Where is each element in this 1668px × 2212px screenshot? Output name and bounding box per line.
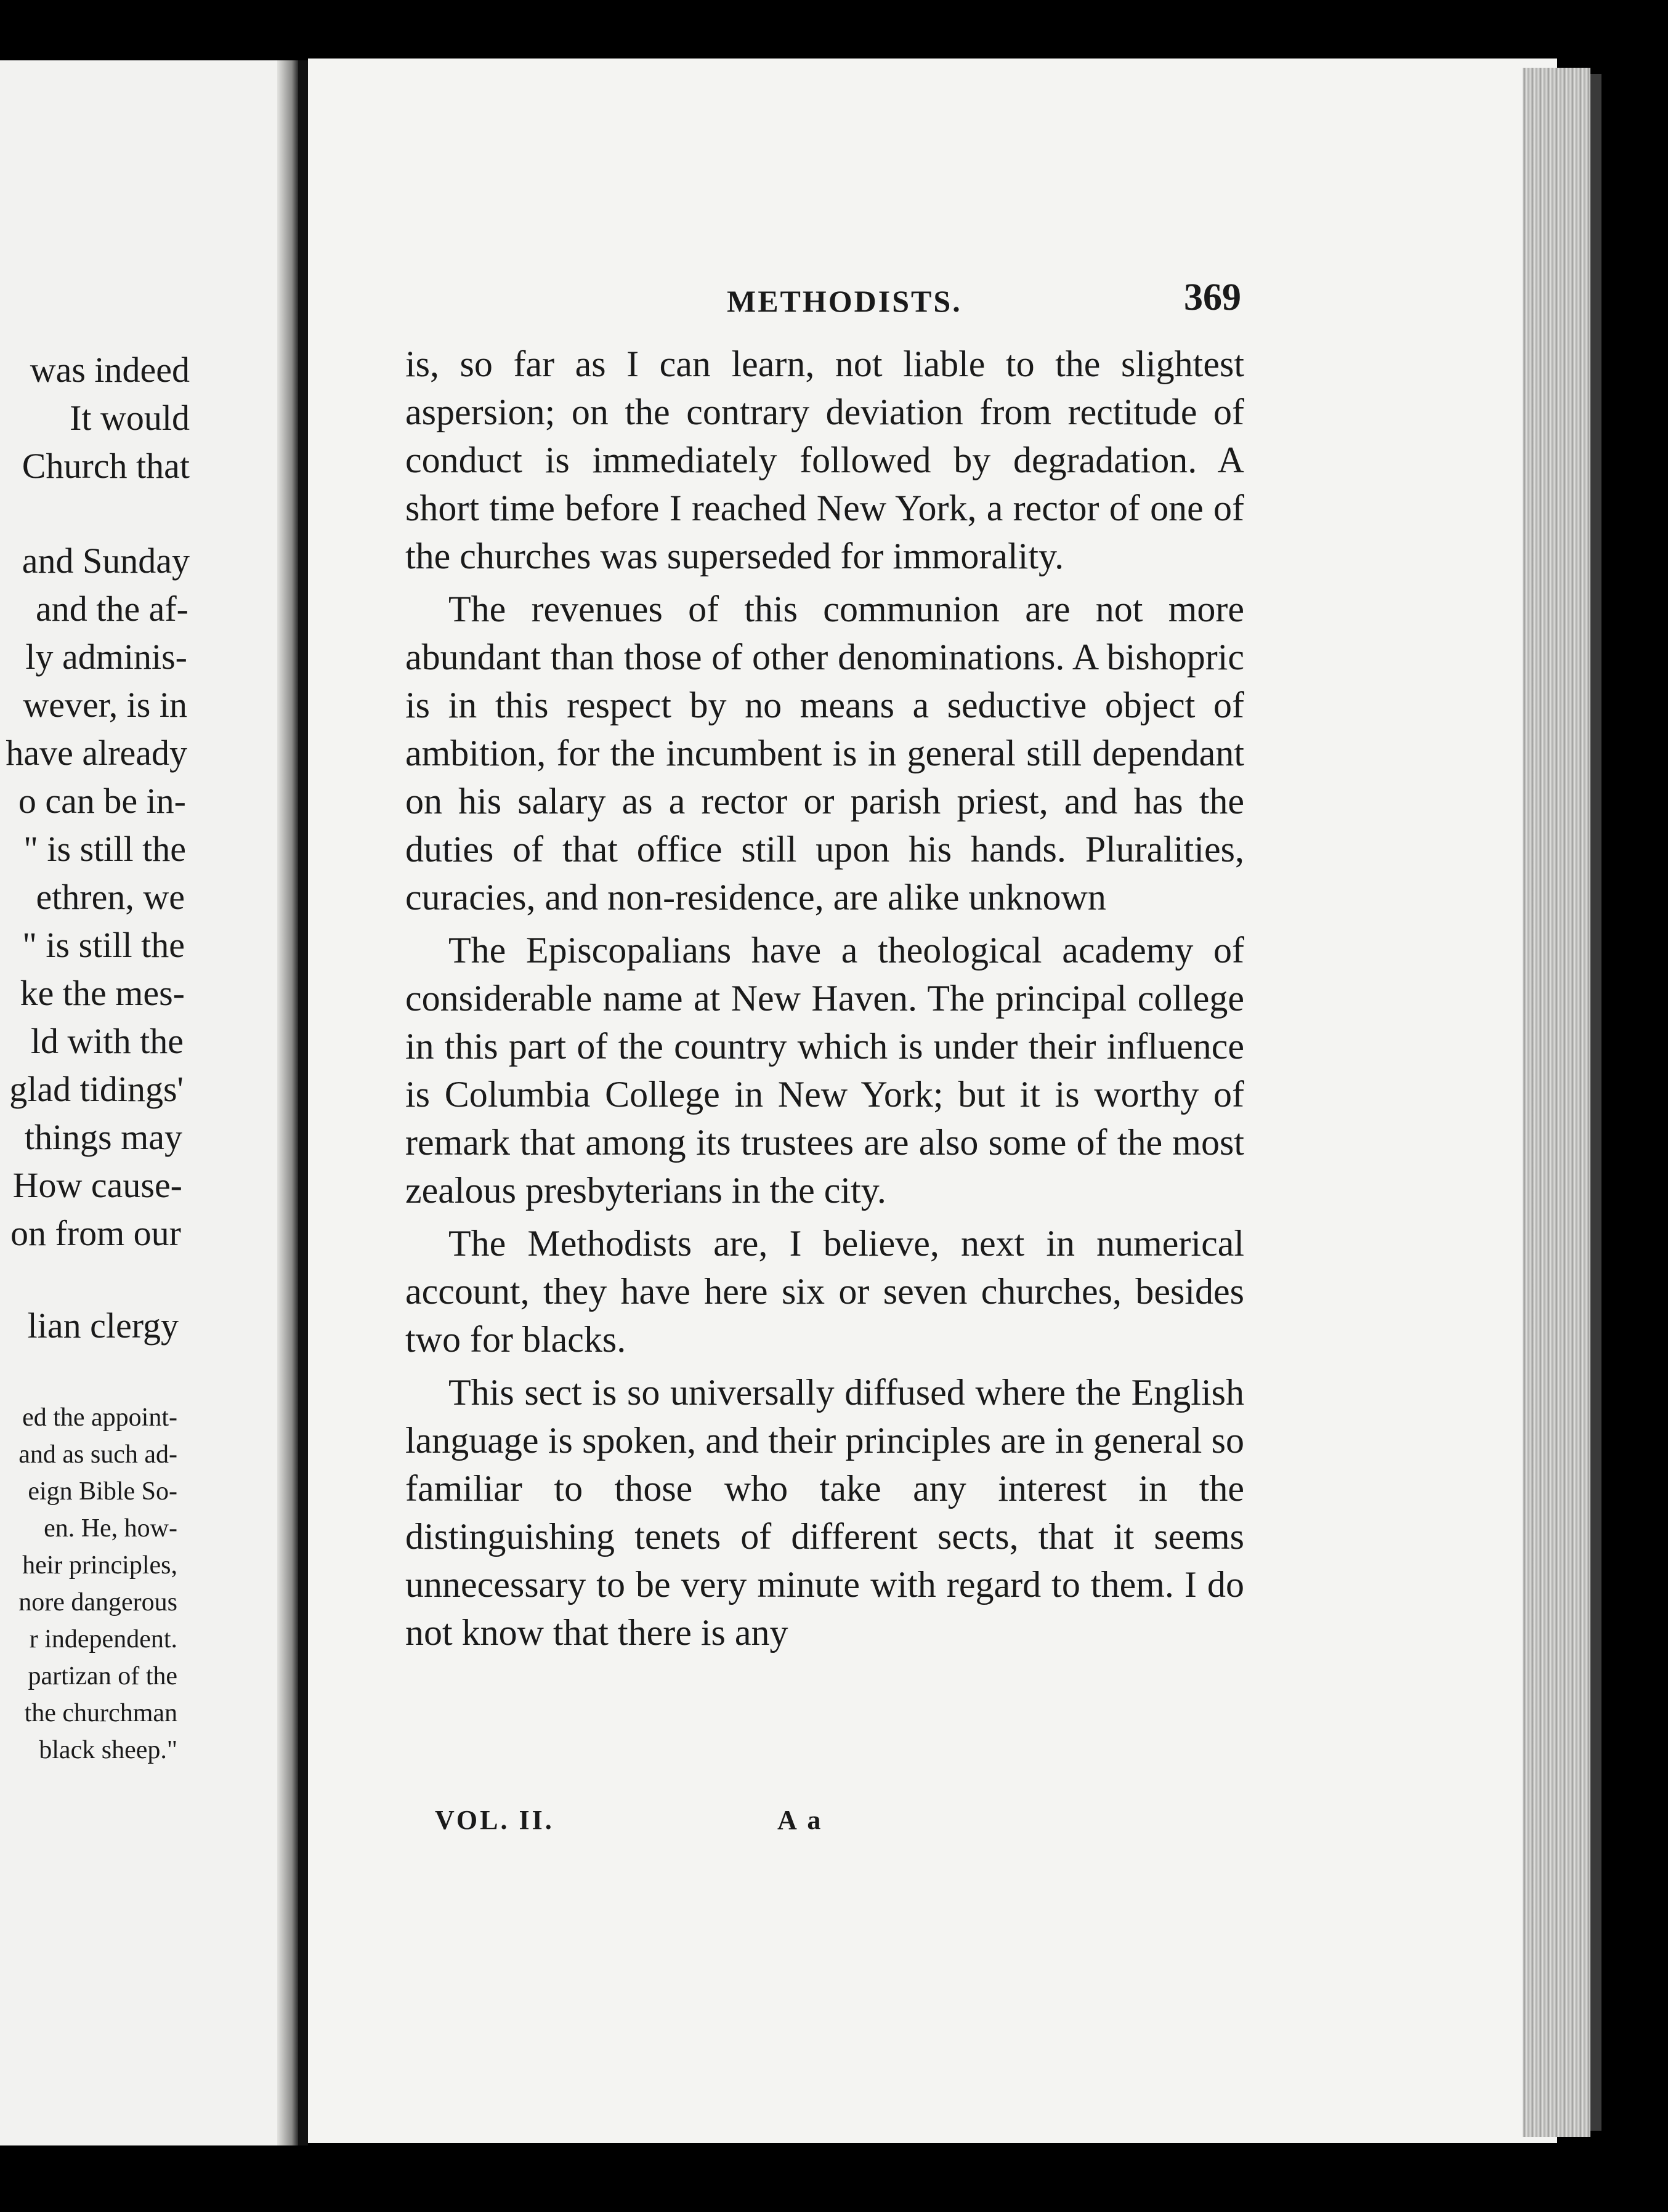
page-number: 369 [1184, 276, 1241, 318]
left-footnote-line: nore dangerous [18, 1588, 177, 1617]
left-footnote-line: the churchman [24, 1699, 177, 1727]
left-line: ly adminis- [25, 637, 187, 677]
gutter-shadow [277, 60, 298, 2145]
left-line: How cause- [12, 1165, 182, 1205]
left-line: and the af- [36, 589, 188, 629]
left-line: have already [6, 733, 187, 773]
left-line: ke the mes- [20, 973, 185, 1013]
left-footnote-line: r independent. [29, 1625, 177, 1653]
paragraph: The Episcopalians have a theological academy of considerable name at New Haven. The principal college in this part of the country which is under their influence is Columbia College in New York; but it is worthy of remark that among its trustees are also some of the most zealous presbyterians in the city. [405, 930, 1244, 1211]
left-page-fragment [0, 60, 298, 2145]
book-gutter [298, 60, 308, 2145]
left-footnote-line: black sheep." [39, 1736, 177, 1764]
paragraph: This sect is so universally diffused where the English language is spoken, and their principles are in general so familiar to those who take any interest in the distinguishing tenets of different sects, that it seems unnecessary to be very minute with regard to them. I do not know that there is any [405, 1372, 1244, 1653]
left-footnote-line: partizan of the [28, 1662, 177, 1690]
left-line: " is still the [23, 829, 186, 869]
left-footnote-line: en. He, how- [44, 1514, 177, 1543]
left-line: and Sunday [22, 541, 190, 581]
left-line: o can be in- [18, 781, 186, 821]
signature-volume: VOL. II. [435, 1805, 554, 1835]
left-footnote-line: and as such ad- [18, 1440, 177, 1469]
running-head: METHODISTS. [727, 284, 962, 318]
left-line: ld with the [30, 1021, 184, 1061]
left-line: " is still the [22, 925, 185, 965]
left-line: was indeed [30, 350, 190, 390]
left-footnote-line: eign Bible So- [28, 1477, 177, 1506]
left-line: ethren, we [36, 877, 185, 917]
left-line: Church that [22, 446, 190, 486]
left-line: It would [70, 398, 190, 438]
left-line: glad tidings' [9, 1069, 184, 1109]
paragraph: is, so far as I can learn, not liable to the slightest aspersion; on the contrary deviation from rectitude of conduct is immediately followed by degradation. A short time before I reached New York, a rector of one of the churches was superseded for immorality. [405, 344, 1244, 576]
page-edge-shadow [1590, 74, 1601, 2131]
page-edges [1523, 68, 1590, 2137]
left-footnote-line: ed the appoint- [22, 1403, 177, 1432]
paragraph: The Methodists are, I believe, next in numerical account, they have here six or seven churches, besides two for blacks. [405, 1223, 1244, 1360]
left-line: wever, is in [23, 685, 187, 725]
body-text [405, 340, 1244, 1657]
signature-mark: A a [777, 1805, 824, 1835]
left-footnote-line: heir principles, [22, 1551, 177, 1580]
left-line: on from our [10, 1213, 181, 1253]
left-line: lian clergy [27, 1306, 179, 1346]
paragraph: The revenues of this communion are not more abundant than those of other denominations. A bishopric is in this respect by no means a seductive object of ambition, for the incumbent is in general still dependant on his salary as a rector or parish priest, and has the duties of that office still upon his hands. Pluralities, curacies, and non-residence, are alike unknown [405, 589, 1244, 918]
left-line: things may [24, 1117, 182, 1157]
